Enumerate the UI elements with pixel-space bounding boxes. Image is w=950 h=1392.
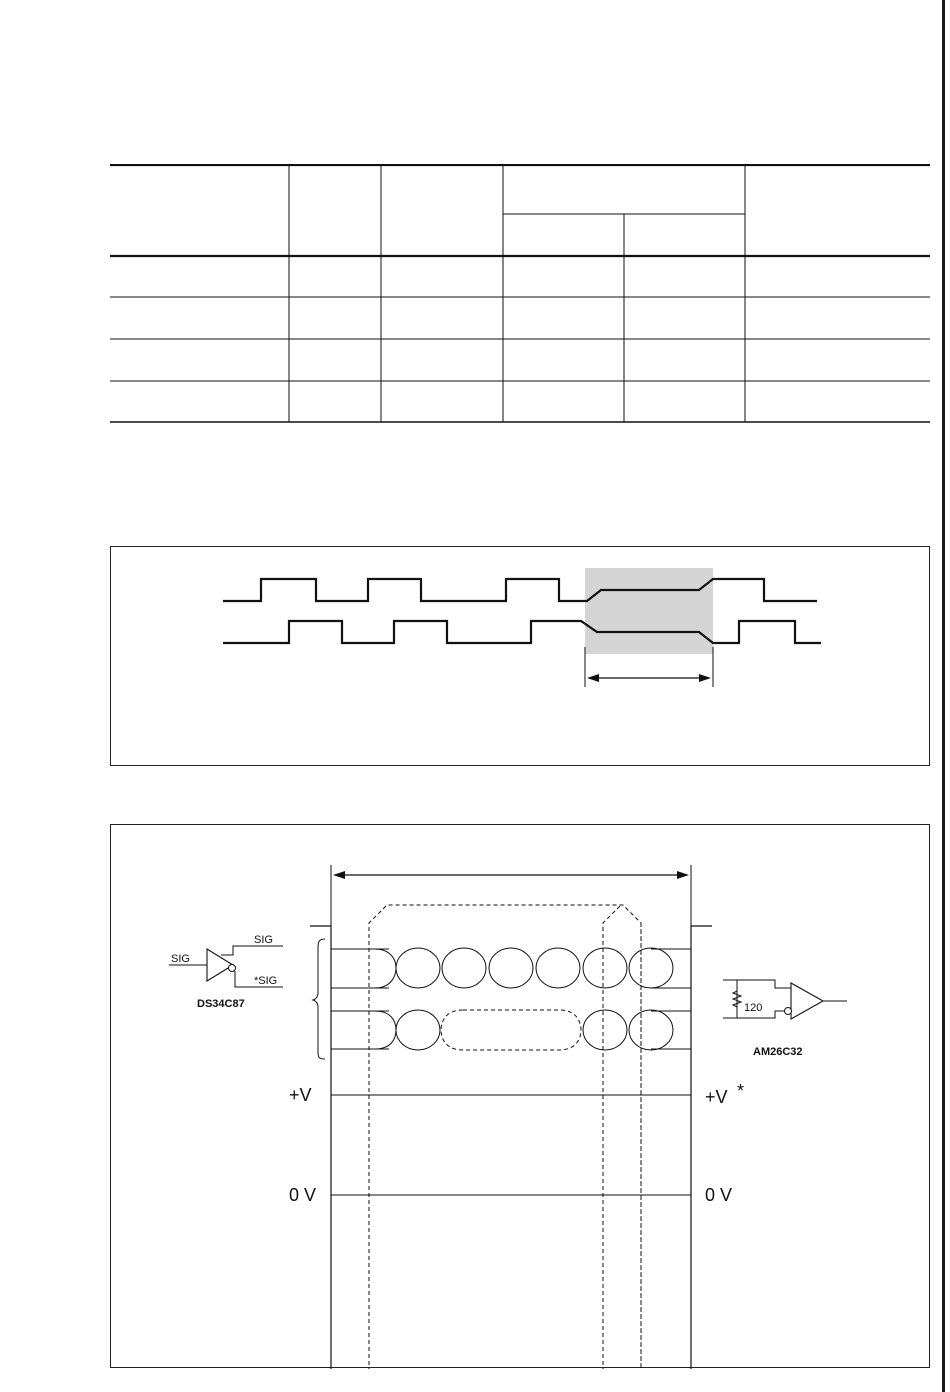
- pair2-twist-entry: [375, 1011, 396, 1049]
- right-supply-label: +V: [705, 1087, 728, 1107]
- pair2-twist: [583, 1010, 627, 1050]
- driver-part-number: DS34C87: [197, 998, 245, 1010]
- cable-shield-right: [603, 905, 641, 1369]
- arrowhead-right: [677, 871, 689, 879]
- left-ground-label: 0 V: [289, 1185, 317, 1205]
- receiver-part-number: AM26C32: [753, 1046, 803, 1058]
- driver-inversion-bubble: [229, 965, 236, 972]
- driver-triangle: [207, 949, 233, 981]
- pair2-twist-elided: [441, 1010, 581, 1050]
- driver-inverted-output-label: *SIG: [254, 975, 278, 987]
- right-connector: [691, 926, 712, 1369]
- receiver-inversion-bubble: [785, 1008, 792, 1015]
- pair1-twist: [536, 948, 580, 988]
- pair2-twist: [629, 1010, 673, 1050]
- pair1-twist: [442, 948, 486, 988]
- pair1-twist-entry: [375, 949, 396, 988]
- pair1-twist: [629, 948, 673, 988]
- wiring-diagram: [111, 825, 931, 1369]
- driver-input-label: SIG: [171, 953, 190, 965]
- spec-table: [110, 164, 930, 424]
- left-supply-label: +V: [289, 1085, 312, 1105]
- channel-a-waveform: [223, 579, 817, 601]
- pair2-twist: [396, 1010, 440, 1050]
- left-connector: [310, 926, 331, 1369]
- pair1-twist: [583, 948, 627, 988]
- timing-diagram: [111, 547, 931, 767]
- arrowhead-left: [333, 871, 345, 879]
- cable-shield-left: [369, 905, 641, 1369]
- arrowhead-right: [699, 674, 711, 682]
- right-supply-mark: *: [737, 1081, 745, 1101]
- channel-b-waveform: [223, 621, 821, 643]
- right-ground-label: 0 V: [705, 1185, 733, 1205]
- pair1-twist: [396, 948, 440, 988]
- arrowhead-left: [587, 674, 599, 682]
- page-edge-rule: [942, 0, 945, 1392]
- receiver-input-wire-a: [723, 980, 791, 988]
- termination-resistor-label: 120: [744, 1002, 763, 1014]
- receiver-triangle: [791, 983, 823, 1019]
- pair1-twist: [489, 948, 533, 988]
- wiring-diagram-frame: [110, 824, 930, 1368]
- driver-output-wire: [221, 946, 283, 955]
- timing-diagram-frame: [110, 546, 930, 766]
- error-region-shade: [585, 568, 713, 654]
- pair-brace: [313, 939, 325, 1059]
- driver-output-label: SIG: [254, 934, 273, 946]
